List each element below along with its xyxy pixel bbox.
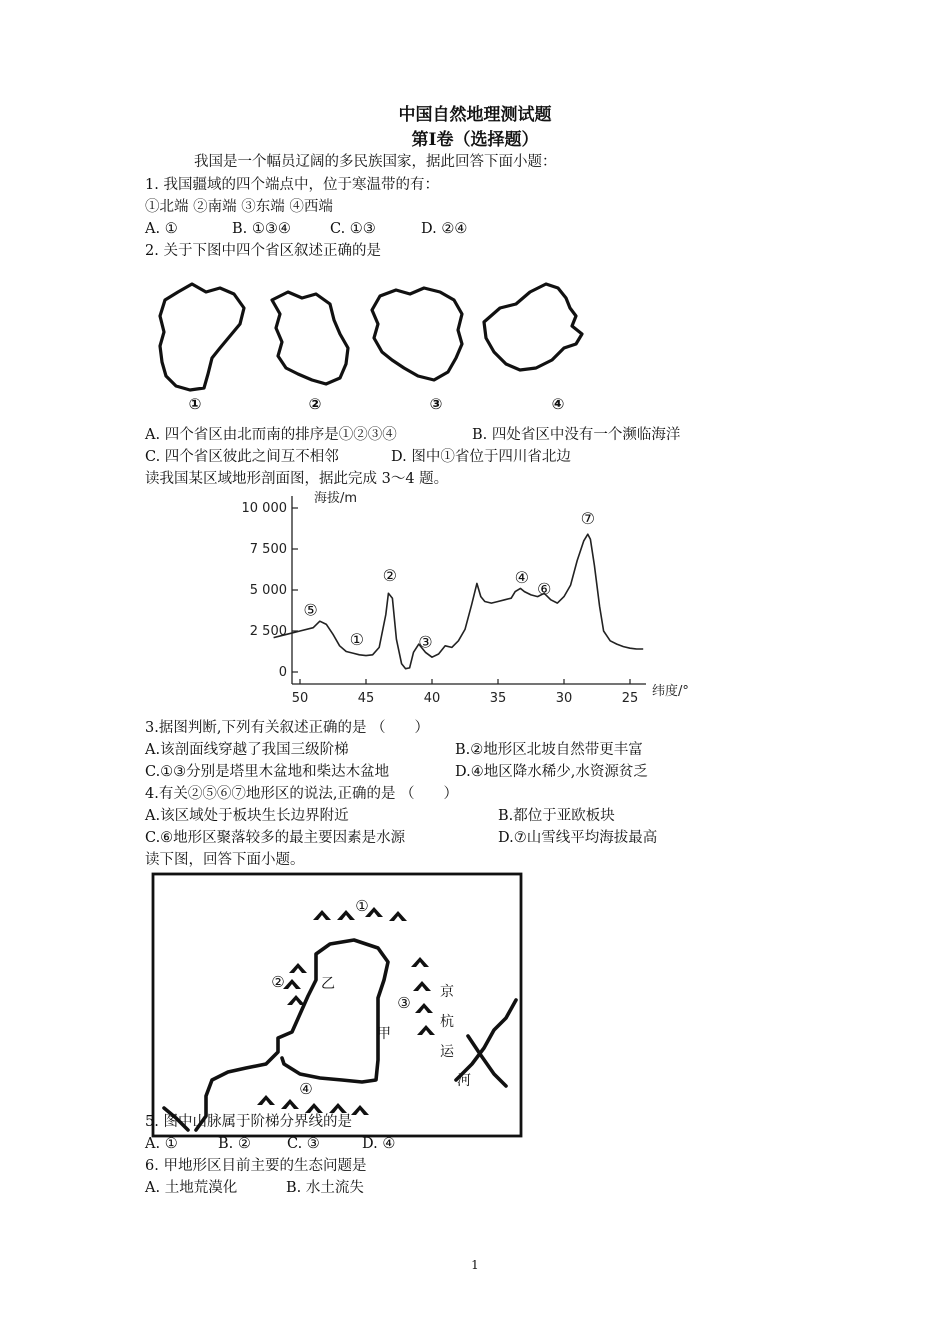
x-axis-label: 纬度/° [652,684,689,699]
canal-char-2: 杭 [440,1014,454,1030]
x-tick-label: 45 [357,691,375,706]
q5-option-c: C. ③ [287,1136,320,1152]
profile-intro: 读我国某区域地形剖面图，据此完成 3～4 题。 [145,471,449,487]
q3-option-b: B.②地形区北坡自然带更丰富 [455,742,643,758]
q4-option-a: A.该区域处于板块生长边界附近 [145,808,349,824]
y-tick-label: 7 500 [249,542,287,557]
q5-option-b: B. ② [218,1136,251,1152]
x-tick-label: 25 [621,691,639,706]
map-label-jia: 甲 [377,1026,391,1042]
q5-option-a: A. ① [145,1136,178,1152]
profile-marker-label: ⑦ [580,508,595,528]
x-tick-label: 30 [555,691,573,706]
q3-option-d: D.④地区降水稀少,水资源贫乏 [455,764,648,780]
q4-stem: 4.有关②⑤⑥⑦地形区的说法,正确的是 （ ） [145,786,459,802]
profile-marker-label: ⑤ [303,600,318,620]
y-tick-label: 2 500 [249,624,287,639]
x-tick-label: 35 [489,691,507,706]
province-4-outline [484,284,582,370]
q1-items: ①北端 ②南端 ③东端 ④西端 [145,199,333,215]
x-tick-label: 40 [423,691,441,706]
yellow-river [164,940,388,1130]
q1-stem: 1. 我国疆域的四个端点中，位于寒温带的有： [145,177,439,193]
profile-marker-label: ① [349,630,364,650]
profile-marker-label: ④ [514,567,529,587]
province-3-label: ③ [429,395,443,413]
map-frame [153,874,521,1136]
y-axis-label: 海拔/m [314,491,358,506]
q4-option-d: D.⑦山雪线平均海拔最高 [498,830,658,846]
canal-char-3: 运 [440,1044,454,1060]
province-2-outline [272,292,348,384]
q6-option-a: A. 土地荒漠化 [145,1180,238,1196]
profile-marker-label: ⑥ [537,579,552,599]
map-label-1: ① [355,897,369,915]
intro-text: 我国是一个幅员辽阔的多民族国家，据此回答下面小题： [194,154,557,170]
elevation-profile-line [274,534,644,669]
x-tick-label: 50 [291,691,309,706]
map-label-2: ② [271,973,285,991]
q3-option-c: C.①③分别是塔里木盆地和柴达木盆地 [145,764,390,780]
q6-option-b: B. 水土流失 [286,1180,364,1196]
map-label-yi: 乙 [321,976,335,992]
q1-option-a: A. ① [145,221,178,237]
q2-stem: 2. 关于下图中四个省区叙述正确的是 [145,243,381,259]
q6-stem: 6. 甲地形区目前主要的生态问题是 [145,1158,367,1174]
y-tick-label: 5 000 [249,583,287,598]
q1-option-b: B. ①③④ [232,221,291,237]
loess-plateau-map [0,868,950,1138]
terrain-profile-chart [0,488,950,718]
q3-stem: 3.据图判断,下列有关叙述正确的是 （ ） [145,720,430,736]
province-outlines-figure [0,262,950,422]
page-title: 中国自然地理测试题 [398,105,552,125]
q5-option-d: D. ④ [362,1136,396,1152]
section-subtitle: 第Ⅰ卷（选择题） [411,130,539,150]
q2-option-a: A. 四个省区由北而南的排序是①②③④ [145,427,397,443]
map-intro: 读下图，回答下面小题。 [145,852,305,868]
province-3-outline [372,288,462,380]
q4-option-c: C.⑥地形区聚落较多的最主要因素是水源 [145,830,406,846]
province-1-label: ① [188,395,202,413]
page-number: 1 [471,1258,479,1272]
province-1-outline [160,284,244,390]
q2-option-b: B. 四处省区中没有一个濒临海洋 [472,427,681,443]
q4-option-b: B.都位于亚欧板块 [498,808,615,824]
canal-char-4: 河 [457,1073,471,1089]
q2-option-d: D. 图中①省位于四川省北边 [391,449,571,465]
y-tick-label: 10 000 [241,501,287,516]
q2-option-c: C. 四个省区彼此之间互不相邻 [145,449,339,465]
map-label-4: ④ [299,1080,313,1098]
province-2-label: ② [308,395,322,413]
profile-marker-label: ③ [418,632,433,652]
profile-marker-label: ② [382,566,397,586]
province-4-label: ④ [551,395,565,413]
q5-stem: 5. 图中山脉属于阶梯分界线的是 [145,1114,352,1130]
y-tick-label: 0 [278,665,287,680]
q1-option-d: D. ②④ [421,221,468,237]
canal-char-1: 京 [440,984,454,1000]
q3-option-a: A.该剖面线穿越了我国三级阶梯 [145,742,349,758]
map-label-3: ③ [397,994,411,1012]
q1-option-c: C. ①③ [330,221,376,237]
